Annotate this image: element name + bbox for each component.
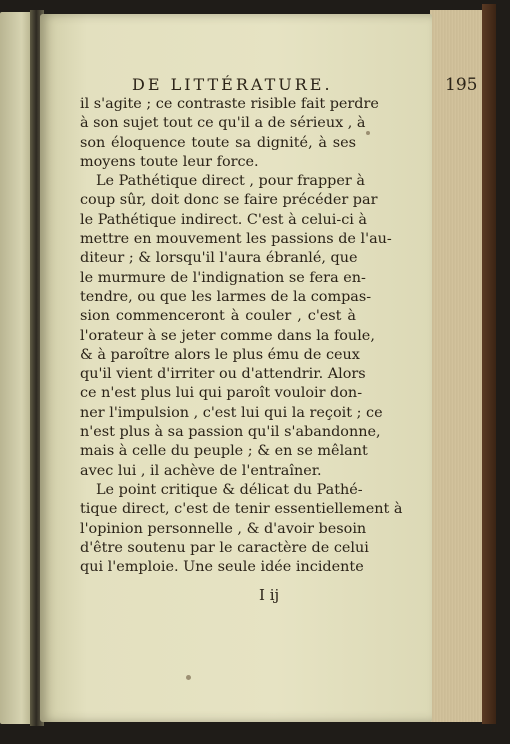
text-line: coup sûr, doit donc se faire précéder par [80,192,378,209]
text-line: d'être soutenu par le caractère de celui [80,539,369,556]
text-line: qui l'emploie. Une seule idée incidente [80,559,364,576]
text-line: Le point critique & délicat du Pathé- [96,481,363,498]
text-line: l'opinion personnelle , & d'avoir besoin [80,520,367,537]
paragraph [80,95,379,172]
text-line: mais à celle du peuple ; & en se mêlant [80,443,368,460]
page-edges [430,10,486,722]
text-line: son éloquence toute sa dignité, à ses [80,134,356,151]
page-number: 195 [445,75,478,95]
text-line: ner l'impulsion , c'est lui qui la reçoit ; ce [80,404,383,421]
paragraph [80,481,403,577]
text-line: n'est plus à sa passion qu'il s'abandonne, [80,424,381,441]
text-line: à son sujet tout ce qu'il a de sérieux , à [80,115,366,132]
text-line: & à paroître alors le plus ému de ceux [80,346,360,363]
body-text [80,95,403,577]
text-line: sion commenceront à couler , c'est à [80,308,356,325]
text-line: avec lui , il achève de l'entraîner. [80,462,322,479]
text-line: le Pathétique indirect. C'est à celui-ci à [80,211,368,228]
running-title: DE LITTÉRATURE. [132,75,333,94]
text-line: Le Pathétique direct , pour frapper à [96,173,365,190]
paragraph [80,172,392,481]
signature-mark: I ij [259,586,280,604]
text-line: l'orateur à se jeter comme dans la foule, [80,327,375,344]
paper-speck [366,131,370,135]
text-line: moyens toute leur force. [80,153,259,170]
text-line: mettre en mouvement les passions de l'au- [80,231,392,248]
text-line: tendre, ou que les larmes de la compas- [80,288,372,305]
text-line: diteur ; & lorsqu'il l'aura ébranlé, que [80,250,358,267]
text-line: il s'agite ; ce contraste risible fait perdre [80,96,379,112]
book-cover-edge [482,4,496,724]
text-line: qu'il vient d'irriter ou d'attendrir. Alors [80,366,366,383]
running-header [132,75,478,95]
text-line: le murmure de l'indignation se fera en- [80,269,366,286]
text-line: ce n'est plus lui qui paroît vouloir don- [80,385,363,402]
paper-speck [186,675,191,680]
text-line: tique direct, c'est de tenir essentiellement à [80,501,403,518]
